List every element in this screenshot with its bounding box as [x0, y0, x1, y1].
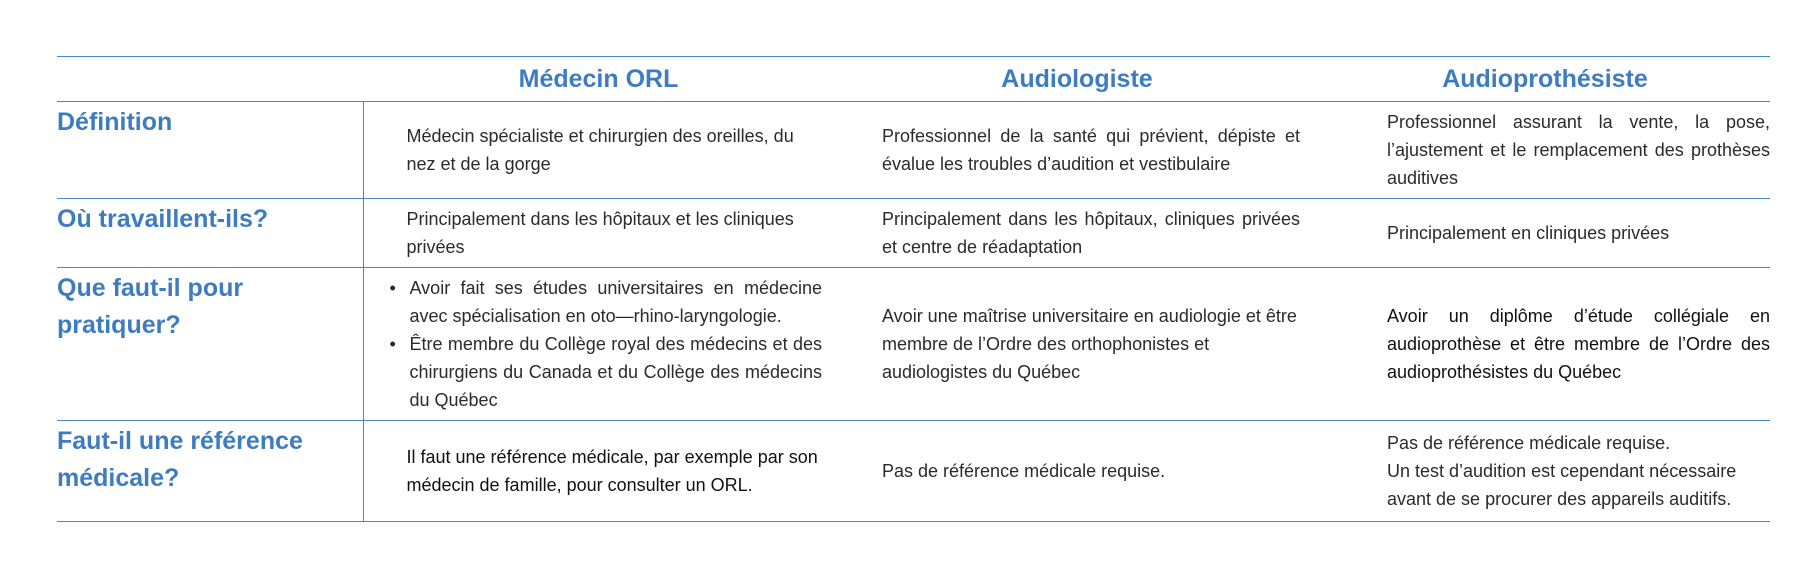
comparison-page — [57, 56, 1770, 522]
bullet-icon: • — [389, 334, 396, 354]
cell-pratiquer-audiologiste: Avoir une maîtrise universitaire en audiologie et être membre de l’Ordre des orthophonistes et audiologistes du Québec — [882, 306, 1297, 382]
table-row-pratiquer — [57, 268, 1770, 421]
reference-note-line: Un test d’audition est cependant nécessaire avant de se procurer des appareils auditifs. — [1387, 461, 1737, 509]
column-header-orl: Médecin ORL — [518, 64, 679, 93]
corner-cell — [57, 57, 363, 102]
cell-ou-audioprothesiste: Principalement en cliniques privées — [1387, 223, 1670, 243]
reference-note-line: Pas de référence médicale requise. — [1387, 433, 1671, 453]
requirements-list — [364, 274, 823, 414]
table-row-definition — [57, 102, 1770, 199]
row-label-reference: Faut-il une référence médicale? — [57, 421, 363, 522]
cell-reference-orl: Il faut une référence médicale, par exemple par son médecin de famille, pour consulter un ORL. — [406, 447, 818, 495]
cell-definition-audiologiste: Professionnel de la santé qui prévient, dépiste et évalue les troubles d’audition et vestibulaire — [882, 126, 1300, 174]
list-item-text: Être membre du Collège royal des médecins et des chirurgiens du Canada et du Collège des médecins du Québec — [409, 334, 822, 410]
row-label-ou: Où travaillent-ils? — [57, 199, 363, 268]
bullet-icon: • — [389, 278, 396, 298]
list-item — [364, 330, 823, 414]
column-header-audioprothesiste: Audioprothésiste — [1442, 64, 1648, 93]
cell-pratiquer-audioprothesiste: Avoir un diplôme d’étude collégiale en audioprothèse et être membre de l’Ordre des audioprothésistes du Québec — [1387, 306, 1770, 382]
cell-pratiquer-orl — [363, 268, 834, 421]
row-label-definition: Définition — [57, 102, 363, 199]
table-row-reference — [57, 421, 1770, 522]
header-row — [57, 57, 1770, 102]
cell-ou-audiologiste: Principalement dans les hôpitaux, cliniques privées et centre de réadaptation — [882, 209, 1300, 257]
cell-reference-audioprothesiste — [1320, 421, 1770, 522]
comparison-table — [57, 56, 1770, 522]
column-header-audiologiste: Audiologiste — [1001, 64, 1153, 93]
cell-reference-audiologiste: Pas de référence médicale requise. — [882, 461, 1166, 481]
table-row-ou — [57, 199, 1770, 268]
cell-ou-orl: Principalement dans les hôpitaux et les cliniques privées — [406, 209, 794, 257]
list-item — [364, 274, 823, 330]
row-label-pratiquer: Que faut-il pour pratiquer? — [57, 268, 363, 421]
list-item-text: Avoir fait ses études universitaires en médecine avec spécialisation en oto—rhino-laryngologie. — [409, 278, 822, 326]
cell-definition-audioprothesiste: Professionnel assurant la vente, la pose, l’ajustement et le remplacement des prothèses auditives — [1387, 112, 1770, 188]
cell-definition-orl: Médecin spécialiste et chirurgien des oreilles, du nez et de la gorge — [406, 126, 794, 174]
